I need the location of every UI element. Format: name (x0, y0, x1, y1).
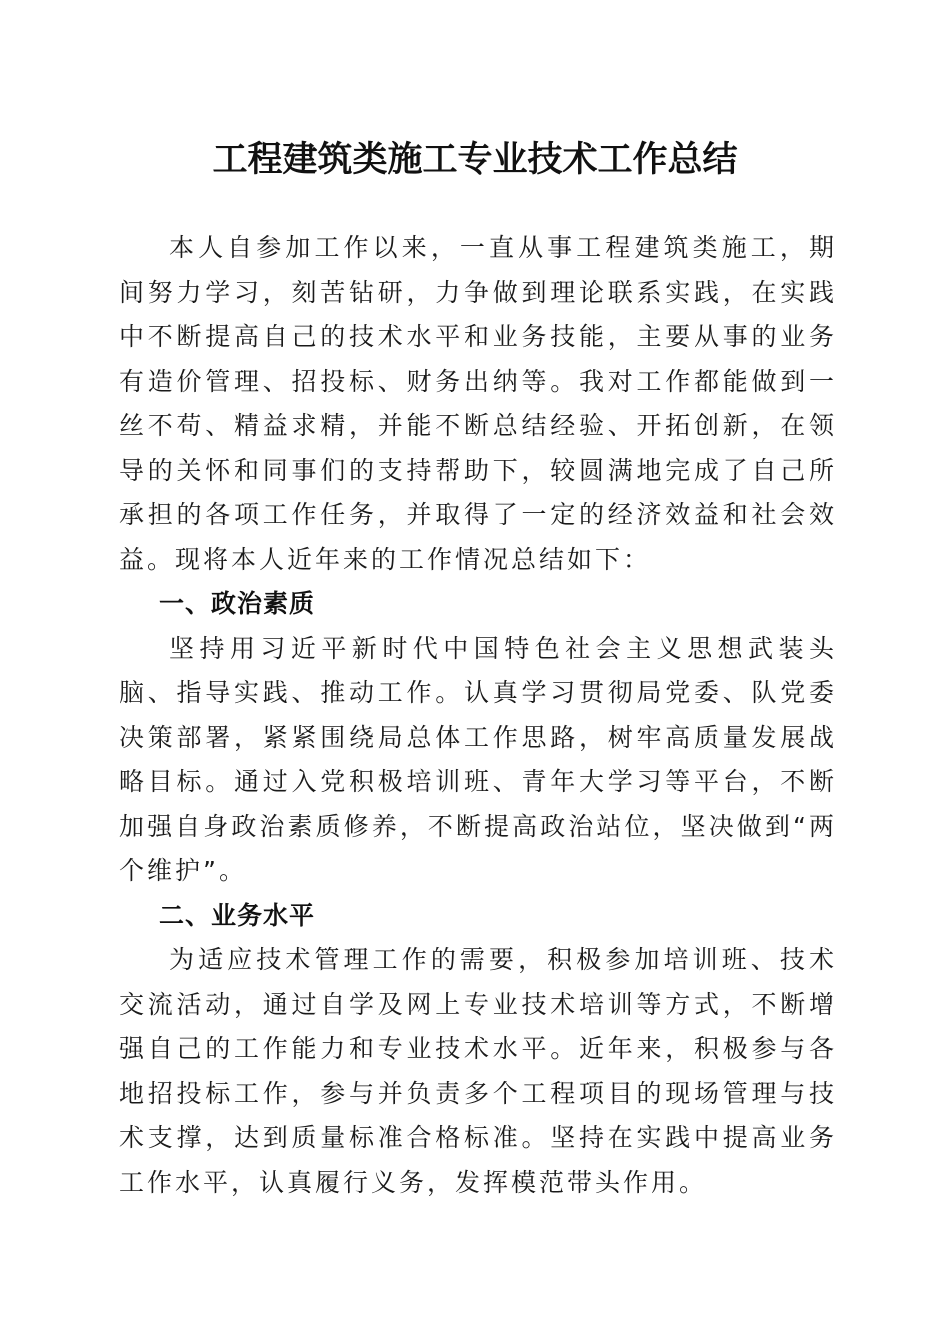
section-heading-business: 二、业务水平 (159, 900, 316, 930)
section-paragraph-politics: 坚持用习近平新时代中国特色社会主义思想武装头脑、指导实践、推动工作。认真学习贯彻局党委、队党委决策部署，紧紧围绕局总体工作思路，树牢高质量发展战略目标。通过入党积极培训班、青年大学习等平台，不断加强自身政治素质修养，不断提高政治站位，坚决做到“两个维护”。 (119, 633, 837, 885)
intro-paragraph: 本人自参加工作以来，一直从事工程建筑类施工，期间努力学习，刻苦钻研，力争做到理论联系实践，在实践中不断提高自己的技术水平和业务技能，主要从事的业务有造价管理、招投标、财务出纳等。我对工作都能做到一丝不苟、精益求精，并能不断总结经验、开拓创新，在领导的关怀和同事们的支持帮助下，较圆满地完成了自己所承担的各项工作任务，并取得了一定的经济效益和社会效益。现将本人近年来的工作情况总结如下： (119, 233, 837, 574)
section-heading-politics: 一、政治素质 (159, 589, 316, 618)
section-paragraph-business: 为适应技术管理工作的需要，积极参加培训班、技术交流活动，通过自学及网上专业技术培训等方式，不断增强自己的工作能力和专业技术水平。近年来，积极参与各地招投标工作，参与并负责多个工程项目的现场管理与技术支撑，达到质量标准合格标准。坚持在实践中提高业务工作水平，认真履行义务，发挥模范带头作用。 (119, 945, 837, 1197)
document-body (119, 226, 837, 1205)
document-title: 工程建筑类施工专业技术工作总结 (212, 139, 738, 180)
